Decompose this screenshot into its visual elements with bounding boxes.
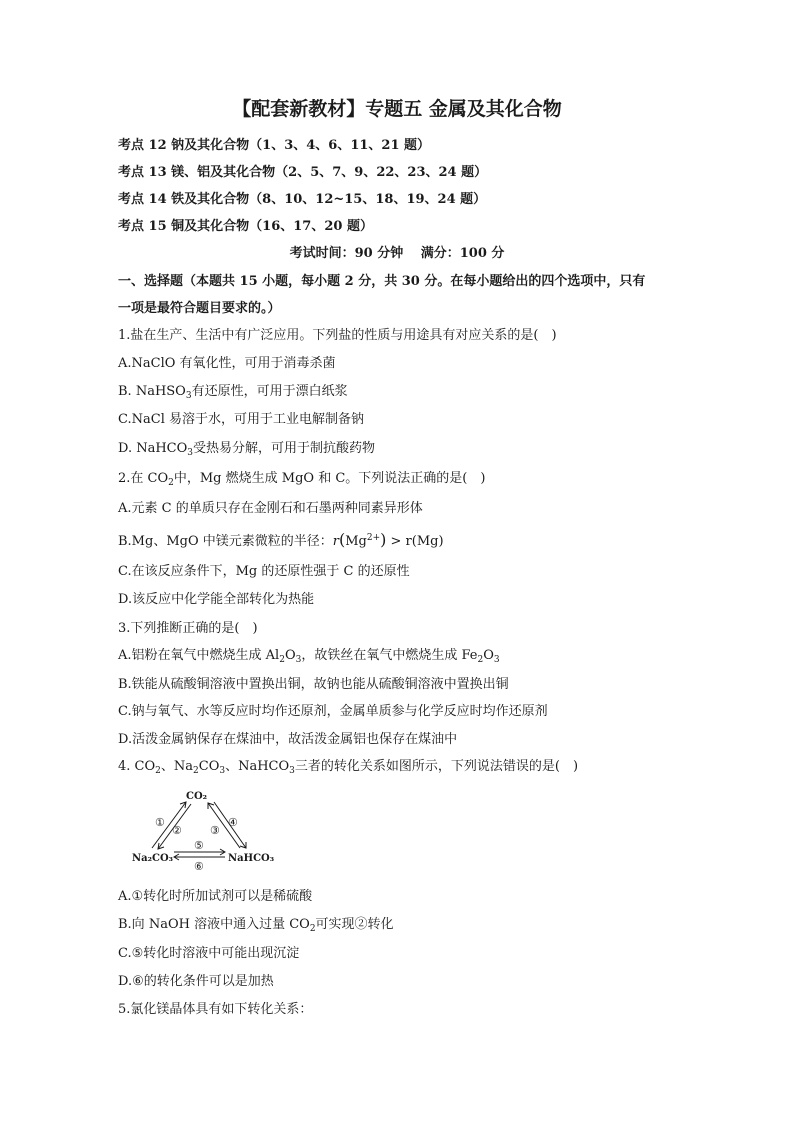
- option: A.NaClO 有氧化性，可用于消毒杀菌: [118, 356, 336, 371]
- option: A.元素 C 的单质只存在金刚石和石墨两种同素异形体: [118, 501, 423, 516]
- option: B. NaHSO$_3$有还原性，可用于漂白纸浆: [118, 384, 348, 401]
- topic-line: 考点 12 钠及其化合物（1、3、4、6、11、21 题）: [118, 138, 431, 153]
- node-nahco3: NaHCO₃: [228, 853, 275, 864]
- option: C.⑤转化时溶液中可能出现沉淀: [118, 946, 300, 961]
- question-stem: 1.盐在生产、生活中有广泛应用。下列盐的性质与用途具有对应关系的是( ): [118, 328, 557, 343]
- option: B.向 NaOH 溶液中通入过量 $CO_2$可实现②转化: [118, 917, 394, 934]
- option: C.钠与氧气、水等反应时均作还原剂，金属单质参与化学反应时均作还原剂: [118, 704, 548, 719]
- option: A.①转化时所加试剂可以是稀硫酸: [118, 889, 313, 904]
- exam-info: 考试时间：90 分钟 满分：100 分: [289, 246, 505, 261]
- label-5: ⑤: [194, 839, 204, 852]
- label-3: ③: [210, 824, 220, 837]
- option: B.铁能从硫酸铜溶液中置换出铜，故钠也能从硫酸铜溶液中置换出铜: [118, 677, 509, 692]
- question-stem: 3.下列推断正确的是( ): [118, 621, 258, 636]
- label-2: ②: [172, 824, 182, 837]
- option: D.该反应中化学能全部转化为热能: [118, 592, 315, 607]
- node-co2: CO₂: [186, 791, 208, 802]
- label-6: ⑥: [194, 860, 204, 870]
- topic-line: 考点 14 铁及其化合物（8、10、12~15、18、19、24 题）: [118, 192, 487, 207]
- question-stem: 4. $CO_2$、$Na_2CO_3$、NaHCO$_3$三者的转化关系如图所示，下列说法错误的是( ): [118, 759, 579, 776]
- page-title: 【配套新教材】专题五 金属及其化合物: [232, 98, 562, 120]
- node-na2co3: Na₂CO₃: [132, 853, 174, 864]
- option: D.活泼金属钠保存在煤油中，故活泼金属铝也保存在煤油中: [118, 732, 458, 747]
- label-4: ④: [228, 816, 238, 829]
- label-1: ①: [155, 816, 165, 829]
- question-stem: 5.氯化镁晶体具有如下转化关系：: [118, 1002, 313, 1017]
- option: C.NaCl 易溶于水，可用于工业电解制备钠: [118, 412, 364, 427]
- question-stem: 2.在 $CO_2$中，Mg 燃烧生成 MgO 和 C。下列说法正确的是( ): [118, 471, 486, 488]
- section-heading: 一、选择题（本题共 15 小题，每小题 2 分，共 30 分。在每小题给出的四个选项中，只有: [118, 274, 646, 289]
- topic-line: 考点 15 铜及其化合物（16、17、20 题）: [118, 219, 373, 234]
- option: D.⑥的转化条件可以是加热: [118, 974, 274, 989]
- option: B.Mg、MgO 中镁元素微粒的半径：$r(Mg^{2+}) > r(Mg)$: [118, 530, 444, 549]
- option: C.在该反应条件下，Mg 的还原性强于 C 的还原性: [118, 564, 410, 579]
- option: A.铝粉在氧气中燃烧生成 $Al_2O_3$，故铁丝在氧气中燃烧生成 $Fe_2O_3$: [118, 648, 500, 665]
- conversion-diagram: [128, 786, 278, 870]
- topic-line: 考点 13 镁、铝及其化合物（2、5、7、9、22、23、24 题）: [118, 165, 488, 180]
- option: D. NaHCO$_3$受热易分解，可用于制抗酸药物: [118, 441, 376, 458]
- section-heading: 一项是最符合题目要求的。）: [118, 301, 281, 316]
